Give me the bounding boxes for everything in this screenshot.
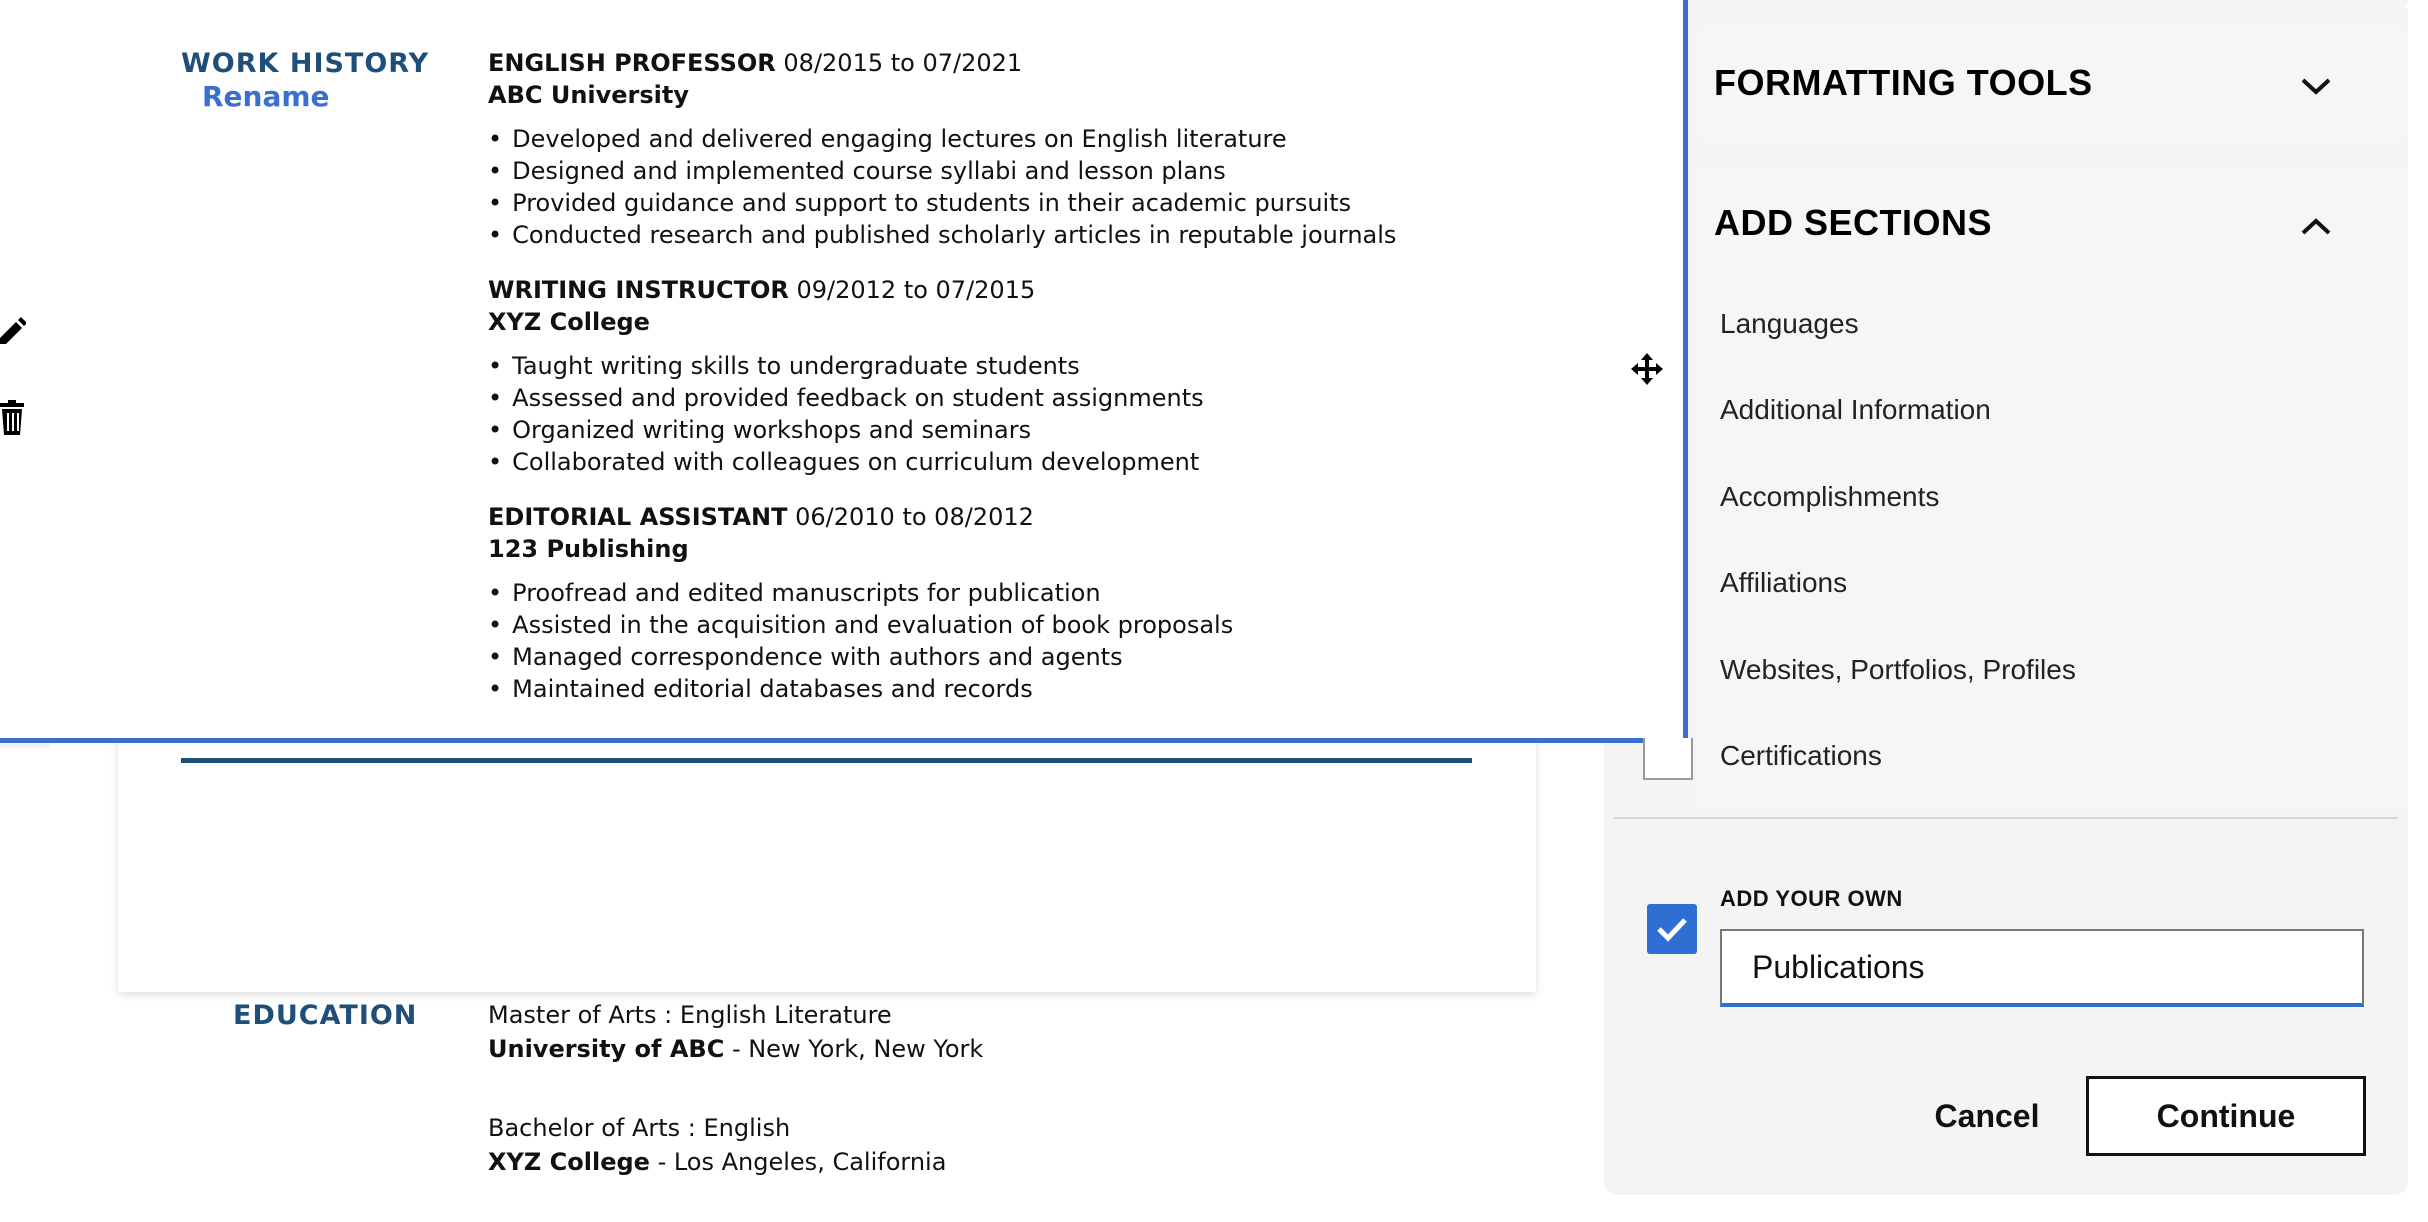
formatting-tools-title[interactable]: FORMATTING TOOLS xyxy=(1714,62,2093,103)
job-company: XYZ College xyxy=(488,308,650,336)
job-bullets xyxy=(488,577,1233,705)
job-title: ENGLISH PROFESSOR xyxy=(488,49,776,77)
job-bullet: • Collaborated with colleagues on curriculum development xyxy=(488,446,1204,478)
section-option-additional-information[interactable]: Additional Information xyxy=(1720,394,1991,425)
job-bullet: • Proofread and edited manuscripts for publication xyxy=(488,577,1233,609)
certifications-checkbox[interactable] xyxy=(1643,738,1693,780)
work-history-heading: WORK HISTORY xyxy=(181,48,430,79)
job-bullet: • Maintained editorial databases and records xyxy=(488,673,1233,705)
chevron-down-icon[interactable] xyxy=(2300,77,2332,97)
rename-link[interactable]: Rename xyxy=(202,80,330,113)
job-bullets xyxy=(488,350,1204,478)
education-item xyxy=(488,1114,946,1176)
trash-icon[interactable] xyxy=(0,400,26,436)
job-dates: 06/2010 to 08/2012 xyxy=(795,503,1034,531)
section-option-languages[interactable]: Languages xyxy=(1720,308,1859,339)
move-icon[interactable] xyxy=(1630,352,1664,386)
job-dates: 09/2012 to 07/2015 xyxy=(796,276,1036,304)
job-bullet: • Conducted research and published scholarly articles in reputable journals xyxy=(488,219,1396,251)
job-dates: 08/2015 to 07/2021 xyxy=(783,49,1023,77)
custom-section-input[interactable] xyxy=(1720,929,2364,1007)
add-your-own-label: ADD YOUR OWN xyxy=(1720,886,1903,911)
degree: Bachelor of Arts : English xyxy=(488,1114,791,1142)
cancel-button[interactable]: Cancel xyxy=(1912,1076,2062,1156)
job-entry xyxy=(488,503,1233,705)
job-entry xyxy=(488,49,1396,251)
chevron-up-icon[interactable] xyxy=(2300,216,2332,236)
resume-page xyxy=(118,700,1536,992)
divider xyxy=(1614,817,2398,819)
job-bullet: • Taught writing skills to undergraduate students xyxy=(488,350,1204,382)
job-bullet: • Provided guidance and support to students in their academic pursuits xyxy=(488,187,1396,219)
check-icon xyxy=(1647,904,1697,954)
panel-top-card xyxy=(1688,0,2408,8)
degree: Master of Arts : English Literature xyxy=(488,1001,892,1029)
school: University of ABC xyxy=(488,1035,725,1063)
job-title: EDITORIAL ASSISTANT xyxy=(488,503,788,531)
job-title: WRITING INSTRUCTOR xyxy=(488,276,789,304)
job-bullets xyxy=(488,123,1396,251)
education-item xyxy=(488,1001,983,1063)
school-location: - Los Angeles, California xyxy=(649,1148,947,1176)
job-bullet: • Designed and implemented course syllabi and lesson plans xyxy=(488,155,1396,187)
add-sections-title[interactable]: ADD SECTIONS xyxy=(1714,202,1993,243)
job-entry xyxy=(488,276,1204,478)
education-heading: EDUCATION xyxy=(233,1000,418,1031)
continue-button[interactable]: Continue xyxy=(2086,1076,2366,1156)
section-option-accomplishments[interactable]: Accomplishments xyxy=(1720,481,1940,512)
section-divider xyxy=(181,758,1472,763)
job-bullet: • Assisted in the acquisition and evaluation of book proposals xyxy=(488,609,1233,641)
job-company: 123 Publishing xyxy=(488,535,689,563)
job-bullet: • Assessed and provided feedback on student assignments xyxy=(488,382,1204,414)
section-option-affiliations[interactable]: Affiliations xyxy=(1720,567,1848,598)
school: XYZ College xyxy=(488,1148,650,1176)
pencil-icon[interactable] xyxy=(0,314,26,348)
school-location: - New York, New York xyxy=(724,1035,984,1063)
section-option-certifications[interactable]: Certifications xyxy=(1720,740,1882,771)
section-option-websites[interactable]: Websites, Portfolios, Profiles xyxy=(1720,654,2076,685)
job-company: ABC University xyxy=(488,81,690,109)
job-bullet: • Organized writing workshops and seminars xyxy=(488,414,1204,446)
job-bullet: • Managed correspondence with authors and agents xyxy=(488,641,1233,673)
job-bullet: • Developed and delivered engaging lectures on English literature xyxy=(488,123,1396,155)
add-your-own-checkbox[interactable] xyxy=(1647,904,1697,954)
